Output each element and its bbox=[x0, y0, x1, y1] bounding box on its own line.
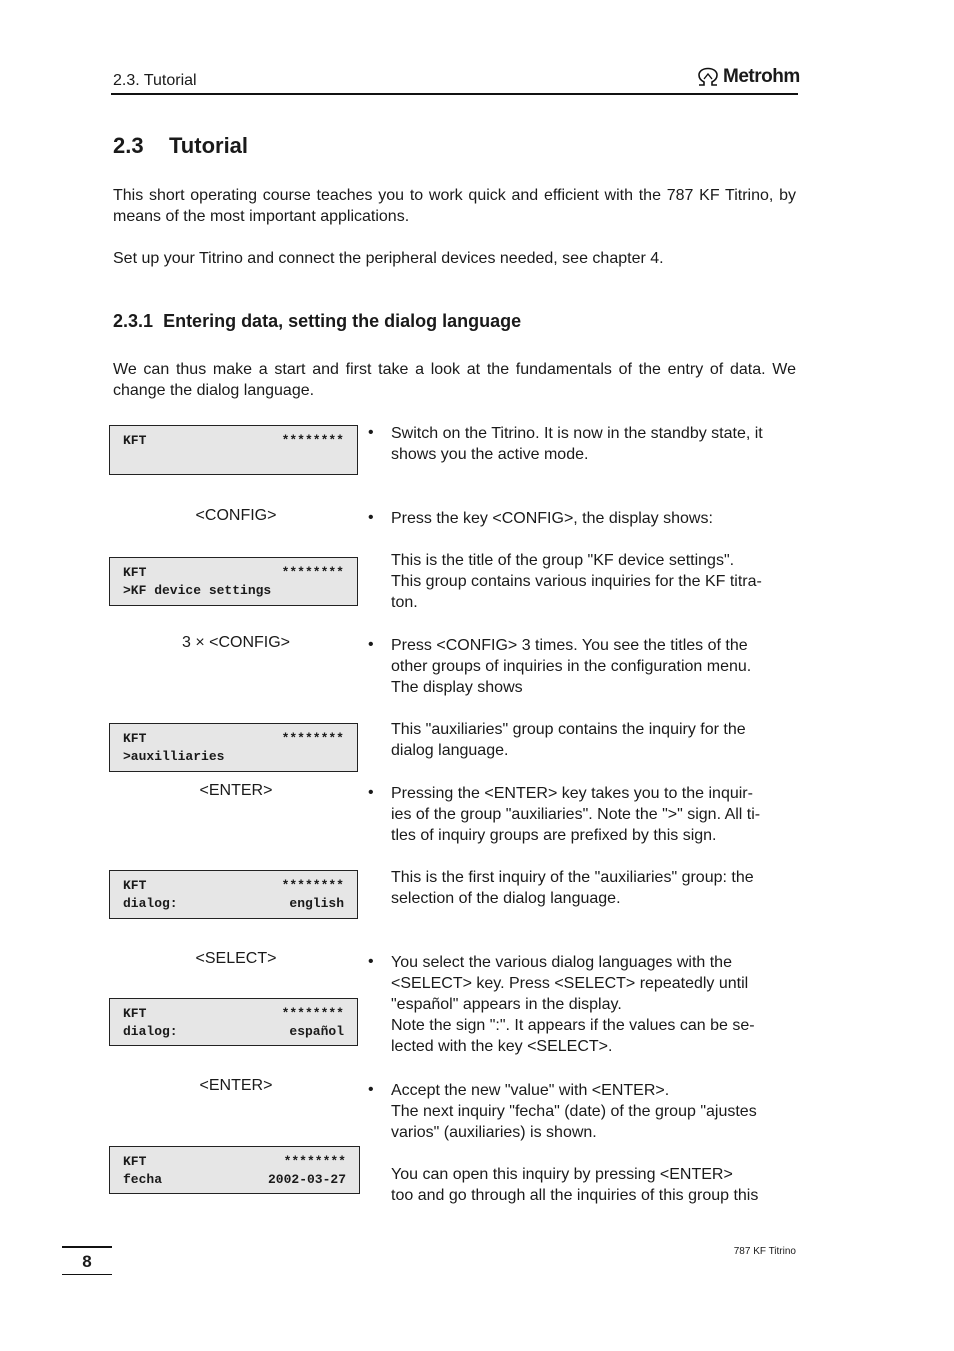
text-line: Switch on the Titrino. It is now in the standby state, it bbox=[391, 425, 763, 442]
titrino-display bbox=[109, 557, 358, 606]
text-line: <SELECT> key. Press <SELECT> repeatedly until bbox=[391, 975, 749, 992]
subsection-intro: We can thus make a start and first take a look at the fundamentals of the entry of data. We change the dialog language. bbox=[113, 361, 796, 399]
text-line: dialog language. bbox=[391, 742, 509, 759]
text-line: Accept the new "value" with <ENTER>. bbox=[391, 1082, 670, 1099]
display-line1-left: KFT bbox=[123, 565, 147, 580]
text-line: ies of the group "auxiliaries". Note the ">" sign. All ti- bbox=[391, 806, 761, 823]
step-text bbox=[391, 508, 796, 529]
text-line: This "auxiliaries" group contains the inquiry for the bbox=[391, 721, 746, 738]
bullet: • bbox=[368, 509, 374, 526]
text-line: Pressing the <ENTER> key takes you to the inquir- bbox=[391, 785, 753, 802]
display-line1-right: ******** bbox=[281, 565, 344, 580]
step-text bbox=[391, 635, 796, 698]
display-line1-right: ******** bbox=[281, 1006, 344, 1021]
section-heading bbox=[113, 133, 248, 159]
display-line1-left: KFT bbox=[123, 731, 147, 746]
text-line: You can open this inquiry by pressing <ENTER> bbox=[391, 1166, 733, 1183]
step-text bbox=[391, 423, 796, 465]
brand-name: Metrohm bbox=[723, 66, 800, 87]
footer-rule-bottom bbox=[62, 1274, 112, 1275]
titrino-display bbox=[109, 723, 358, 772]
brand-logo bbox=[696, 66, 800, 88]
text-line: Press <CONFIG> 3 times. You see the titles of the bbox=[391, 637, 748, 654]
display-line2-left: dialog: bbox=[123, 896, 178, 911]
text-line: The next inquiry "fecha" (date) of the group "ajustes bbox=[391, 1103, 757, 1120]
display-line2-right: 2002-03-27 bbox=[267, 1172, 346, 1187]
step-note bbox=[391, 867, 796, 909]
text-line: lected with the key <SELECT>. bbox=[391, 1038, 613, 1055]
step-text bbox=[391, 952, 796, 1057]
footer-product: 787 KF Titrino bbox=[733, 1246, 796, 1257]
display-line1-right: ******** bbox=[283, 1154, 346, 1169]
bullet: • bbox=[368, 424, 374, 441]
step-note bbox=[391, 719, 796, 761]
text-line: This is the title of the group "KF device settings". bbox=[391, 552, 735, 569]
key-label: <SELECT> bbox=[195, 950, 277, 967]
display-line1-right: ******** bbox=[281, 731, 344, 746]
text-line: too and go through all the inquiries of this group this bbox=[391, 1187, 759, 1204]
bullet: • bbox=[368, 953, 374, 970]
step-text bbox=[391, 783, 796, 846]
page-number: 8 bbox=[82, 1252, 92, 1271]
text-line: shows you the active mode. bbox=[391, 446, 589, 463]
section-number: 2.3 bbox=[113, 133, 144, 158]
display-line1-left: KFT bbox=[123, 433, 147, 448]
display-line2-left: >auxilliaries bbox=[123, 749, 225, 764]
display-line1-right: ******** bbox=[281, 433, 344, 448]
display-line2-left: fecha bbox=[123, 1172, 163, 1187]
omega-logo-icon bbox=[696, 67, 720, 87]
running-header: 2.3. Tutorial bbox=[113, 72, 197, 89]
subsection-number: 2.3.1 bbox=[113, 311, 154, 331]
titrino-display bbox=[109, 998, 358, 1046]
display-line1-left: KFT bbox=[123, 1006, 147, 1021]
titrino-display bbox=[109, 425, 358, 475]
intro-paragraph-1: This short operating course teaches you to work quick and efficient with the 787 KF Titrino, by means of the most important applications. bbox=[113, 187, 796, 225]
titrino-display bbox=[109, 1146, 360, 1194]
bullet: • bbox=[368, 636, 374, 653]
display-line2-right: español bbox=[289, 1024, 344, 1039]
display-line1-left: KFT bbox=[123, 1154, 147, 1169]
bullet: • bbox=[368, 1081, 374, 1098]
text-line: other groups of inquiries in the configuration menu. bbox=[391, 658, 752, 675]
text-line: You select the various dialog languages with the bbox=[391, 954, 732, 971]
step-note bbox=[391, 550, 796, 613]
text-line: Press the key <CONFIG>, the display shows: bbox=[391, 510, 713, 527]
subsection-heading bbox=[113, 311, 521, 332]
key-label: <ENTER> bbox=[199, 1077, 273, 1094]
text-line: Note the sign ":". It appears if the values can be se- bbox=[391, 1017, 755, 1034]
section-title: Tutorial bbox=[169, 133, 249, 158]
display-line2-right: english bbox=[289, 896, 344, 911]
text-line: ton. bbox=[391, 594, 418, 611]
text-line: The display shows bbox=[391, 679, 523, 696]
step-note bbox=[391, 1164, 796, 1206]
header-rule bbox=[111, 93, 798, 95]
footer-rule bbox=[62, 1246, 112, 1248]
display-line2-left: dialog: bbox=[123, 1024, 178, 1039]
display-line1-left: KFT bbox=[123, 878, 147, 893]
intro-paragraph-2: Set up your Titrino and connect the peripheral devices needed, see chapter 4. bbox=[113, 250, 664, 267]
key-label: 3 × <CONFIG> bbox=[181, 634, 291, 651]
subsection-title: Entering data, setting the dialog language bbox=[163, 311, 522, 331]
titrino-display bbox=[109, 870, 358, 919]
display-line2-left: >KF device settings bbox=[123, 583, 272, 598]
key-label: <ENTER> bbox=[199, 782, 273, 799]
key-label: <CONFIG> bbox=[195, 507, 277, 524]
display-line1-right: ******** bbox=[281, 878, 344, 893]
step-text bbox=[391, 1080, 796, 1143]
text-line: "español" appears in the display. bbox=[391, 996, 622, 1013]
text-line: tles of inquiry groups are prefixed by this sign. bbox=[391, 827, 717, 844]
text-line: This is the first inquiry of the "auxiliaries" group: the bbox=[391, 869, 754, 886]
bullet: • bbox=[368, 784, 374, 801]
text-line: selection of the dialog language. bbox=[391, 890, 621, 907]
text-line: varios" (auxiliaries) is shown. bbox=[391, 1124, 597, 1141]
text-line: This group contains various inquiries for the KF titra- bbox=[391, 573, 762, 590]
